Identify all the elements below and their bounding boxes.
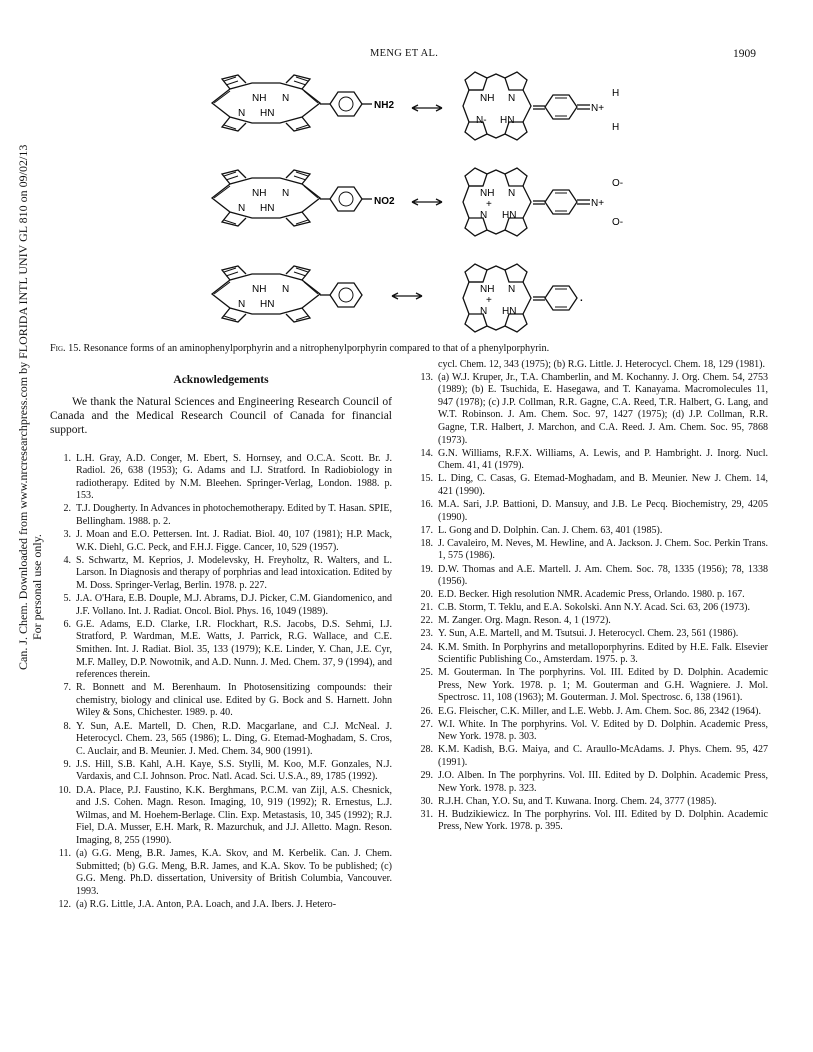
row3-n-bottom-label: N xyxy=(238,299,246,310)
row2-resonance-arrow xyxy=(412,199,442,205)
reference-text: E.G. Fleischer, C.K. Miller, and L.E. Webb. J. Am. Chem. Soc. 86, 2342 (1964). xyxy=(438,705,762,717)
reference-item xyxy=(50,721,392,759)
right-column xyxy=(412,359,768,834)
reference-12-continuation: cycl. Chem. 12, 343 (1975); (b) R.G. Little. J. Heterocycl. Chem. 18, 129 (1981). xyxy=(438,359,766,370)
reference-number: 18. xyxy=(420,537,433,549)
reference-item xyxy=(50,619,392,682)
reference-number: 6. xyxy=(63,618,71,630)
row2-substituent: NO2 xyxy=(374,196,395,207)
reference-text: D.W. Thomas and A.E. Martell. J. Am. Chem. Soc. 78, 1335 (1956); 78, 1338 (1956). xyxy=(438,563,768,588)
resonance-diagram xyxy=(180,68,740,353)
reference-text: J.O. Alben. In The porphyrins. Vol. III. Edited by D. Dolphin. Academic Press, New York. 1978. p. 323. xyxy=(438,770,768,794)
reference-text: K.M. Smith. In Porphyrins and metalloporphyrins. Edited by H.E. Falk. Elsevier Scientific Publishing Co., Amsterdam. 1975. p. 3. xyxy=(438,641,768,666)
reference-number: 25. xyxy=(420,667,433,679)
row1-n-bottom-label: N xyxy=(238,108,246,119)
row2-res-n: N xyxy=(508,188,516,199)
reference-number: 17. xyxy=(420,524,433,536)
reference-text: S. Schwartz, M. Keprios, J. Modelevsky, H. Freyholtz, R. Walters, and L. Larson. In Diagnosis and therapy of porphrias and lead intoxication. Edited by M. Doss. Springer-Verlag, Berlin. 1978. p. 227. xyxy=(76,554,392,592)
reference-item xyxy=(412,564,768,589)
reference-number: 2. xyxy=(63,503,71,515)
row2-res-nh: NH xyxy=(480,188,495,199)
reference-text: (a) G.G. Meng, B.R. James, K.A. Skov, and M. Kerbelik. Can. J. Chem. Submitted; (b) G.G. Meng, B.R. James, and K.A. Skov. To be published; (c) G.G. Meng. Ph.D. dissertation, University of British Columbia, Vancouver. 1993. xyxy=(76,848,392,897)
reference-number: 29. xyxy=(420,770,433,781)
reference-item xyxy=(412,602,768,615)
reference-item xyxy=(412,770,768,795)
row2-res-n2: N xyxy=(480,210,488,221)
row-phenylporphyrin xyxy=(212,264,583,332)
reference-text: J.S. Hill, S.B. Kahl, A.H. Kaye, S.S. Stylli, M. Koo, M.F. Gonzales, N.J. Vardaxis, and C.I. Johnson. Proc. Natl. Acad. Sci. U.S.A., 89, 1785 (1992). xyxy=(76,758,392,783)
reference-text: G.E. Adams, E.D. Clarke, I.R. Flockhart, R.S. Jacobs, D.S. Sehmi, I.J. Stratford, P. Wardman, M.E. Watts, J. Parrick, R.G. Wallace, and C.E. Smithen. Int. J. Radiat. Biol. 35, 133 (1979); K.E. Linder, Y. Chan, J.E. Cyr, M.F. Malley, D.P. Nowotnik, and A.D. Nunn. J. Med. Chem. 37, 9 (1994), and references therein. xyxy=(76,618,392,681)
reference-text: G.N. Williams, R.F.X. Williams, A. Lewis, and P. Hambright. J. Inorg. Nucl. Chem. 41, 41 (1979). xyxy=(438,447,768,472)
reference-item xyxy=(50,682,392,720)
reference-number: 9. xyxy=(63,758,71,770)
reference-number: 14. xyxy=(420,447,433,459)
reference-number: 20. xyxy=(420,589,433,601)
reference-number: 4. xyxy=(63,554,71,566)
reference-text: M.A. Sari, J.P. Battioni, D. Mansuy, and J.B. Le Pecq. Biochemistry, 29, 4205 (1990). xyxy=(438,499,768,523)
row3-resonance-arrow xyxy=(392,293,422,299)
reference-text: D.A. Place, P.J. Faustino, K.K. Berghmans, P.C.M. van Zijl, A.S. Chesnick, and J.S. Cohen. Magn. Reson. Imaging, 10, 919 (1992); R. Ernestus, L.J. Wilmas, and M. Hoehem-Berlage. Clin. Exp. Metastasis, 10, 345 (1992); R.J. Fiel, D.A. Musser, E.H. Mark, R. Mazurchuk, and J.J. Alletto. Magn. Reson. Imaging, 8, 255 (1990). xyxy=(76,784,392,846)
page-number: 1909 xyxy=(733,48,756,60)
reference-number: 10. xyxy=(58,784,71,796)
reference-text: C.B. Storm, T. Teklu, and E.A. Sokolski. Ann N.Y. Acad. Sci. 63, 206 (1973). xyxy=(438,602,750,614)
reference-list-right xyxy=(412,372,768,834)
row3-res-plus: + xyxy=(486,295,492,306)
row1-hn-label: HN xyxy=(260,108,275,119)
row2-n-bottom-label: N xyxy=(238,203,246,214)
reference-text: R.J.H. Chan, Y.O. Su, and T. Kuwana. Inorg. Chem. 24, 3777 (1985). xyxy=(438,795,717,807)
reference-number: 23. xyxy=(420,628,433,640)
reference-item xyxy=(412,796,768,809)
reference-text: M. Zanger. Org. Magn. Reson. 4, 1 (1972). xyxy=(438,615,611,627)
reference-text: M. Gouterman. In The porphyrins. Vol. III. Edited by D. Dolphin. Academic Press, New York. 1978. p. 1; M. Gouterman and G.H. Wagniere. J. Mol. Spectrosc. 11, 108 (1963); M. Gouterman. J. Mol. Spectrosc. 6, 138 (1961). xyxy=(438,667,768,704)
reference-text: L. Gong and D. Dolphin. Can. J. Chem. 63, 401 (1985). xyxy=(438,524,663,536)
reference-text: (a) R.G. Little, J.A. Anton, P.A. Loach, and J.A. Ibers. J. Hetero- xyxy=(76,898,337,910)
row1-nh-label: NH xyxy=(252,93,267,104)
reference-item xyxy=(412,448,768,473)
reference-number: 13. xyxy=(420,371,433,383)
reference-item xyxy=(50,593,392,618)
reference-number: 11. xyxy=(58,848,71,859)
reference-number: 26. xyxy=(420,705,433,717)
reference-text: J. Moan and E.O. Pettersen. Int. J. Radiat. Biol. 40, 107 (1981); H.P. Mack, W.K. Diehl, G.C. Peck, and F.H.J. Figge. Cancer, 10, 529 (1957). xyxy=(76,529,392,553)
row3-nh-label: NH xyxy=(252,284,267,295)
reference-text: (a) W.J. Kruper, Jr., T.A. Chamberlin, and M. Kochanny. J. Org. Chem. 54, 2753 (1989); (b) E. Tsuchida, E. Hasegawa, and T. Kanayama. Macromolecules 11, 947 (1978); (c) J.P. Collman, R.R. Gagne, C.A. Reed, T.R. Halbert, G. Lang, and W.T. Robinson. J. Am. Chem. Soc. 97, 1427 (1975); (d) J.P. Collman, R.R. Gagne, T.R. Halbert, J. Marchon, and C.A. Reed. J. Am. Chem. Soc. 95, 7868 (1973). xyxy=(438,371,768,446)
reference-number: 30. xyxy=(420,795,433,807)
row3-res-radical-dot: . xyxy=(580,293,583,304)
download-watermark xyxy=(0,144,44,670)
row2-res-o1: O- xyxy=(612,178,624,189)
reference-text: L.H. Gray, A.D. Conger, M. Ebert, S. Hornsey, and O.C.A. Scott. Br. J. Radiol. 26, 638 (1953); G. Adams and I.J. Stratford. In Radiobiology in radiotherapy. Edited by N.M. Bleehen. Springer-Verlag, London. 1988. p. 153. xyxy=(76,452,392,502)
reference-item xyxy=(50,529,392,554)
reference-text: E.D. Becker. High resolution NMR. Academic Press, Orlando. 1980. p. 167. xyxy=(438,589,745,601)
reference-number: 8. xyxy=(63,720,71,732)
row2-res-o2: O- xyxy=(612,217,624,228)
row1-substituent: NH2 xyxy=(374,100,395,111)
row1-res-nh: NH xyxy=(480,93,495,104)
reference-number: 27. xyxy=(420,718,433,730)
reference-item xyxy=(412,372,768,448)
reference-item xyxy=(412,473,768,498)
reference-item xyxy=(50,555,392,593)
figure-label: Fig. 15. xyxy=(50,343,81,354)
reference-item xyxy=(50,759,392,784)
reference-item xyxy=(412,809,768,834)
acknowledgements-heading: Acknowledgements xyxy=(173,374,269,386)
reference-number: 7. xyxy=(63,682,71,694)
reference-item xyxy=(412,706,768,719)
reference-item xyxy=(50,848,392,898)
reference-text: J. Cavaleiro, M. Neves, M. Hewline, and A. Jackson. J. Chem. Soc. Perkin Trans. 1, 575 (1986). xyxy=(438,537,768,562)
reference-text: L. Ding, C. Casas, G. Etemad-Moghadam, and B. Meunier. New J. Chem. 14, 421 (1990). xyxy=(438,473,768,497)
reference-item xyxy=(412,667,768,705)
reference-text: Y. Sun, A.E. Martell, and M. Tsutsui. J. Heterocycl. Chem. 23, 561 (1986). xyxy=(438,628,739,640)
reference-number: 24. xyxy=(420,641,433,653)
row2-res-n-plus: N+ xyxy=(591,198,605,209)
row3-res-hn: HN xyxy=(502,306,517,317)
reference-text: J.A. O'Hara, E.B. Douple, M.J. Abrams, D.J. Picker, C.M. Giandomenico, and J.F. Vollano. Int. J. Radiat. Oncol. Biol. Phys. 16, 1049 (1989). xyxy=(76,593,392,617)
reference-item xyxy=(50,503,392,528)
reference-item xyxy=(412,744,768,769)
row1-res-n-minus: N- xyxy=(476,115,487,126)
reference-number: 22. xyxy=(420,615,433,627)
figure-caption-text: Resonance forms of an aminophenylporphyrin and a nitrophenylporphyrin compared to that of a phenylporphyrin. xyxy=(83,343,550,354)
row1-res-n-plus: N+ xyxy=(591,103,605,114)
reference-number: 31. xyxy=(420,808,433,820)
reference-number: 1. xyxy=(63,452,71,464)
reference-item xyxy=(412,628,768,641)
acknowledgements-body: We thank the Natural Sciences and Engineering Research Council of Canada and the Medical Research Council of Canada for financial support. xyxy=(50,395,392,436)
row1-res-h2: H xyxy=(612,122,620,133)
row2-nh-label: NH xyxy=(252,188,267,199)
reference-text: W.I. White. In The porphyrins. Vol. V. Edited by D. Dolphin. Academic Press, New York. 1978. p. 303. xyxy=(438,718,768,743)
reference-item xyxy=(412,719,768,744)
row3-hn-label: HN xyxy=(260,299,275,310)
reference-number: 3. xyxy=(63,529,71,541)
reference-text: H. Budzikiewicz. In The porphyrins. Vol. III. Edited by D. Dolphin. Academic Press, New York. 1978. p. 395. xyxy=(438,808,768,833)
figure-caption xyxy=(50,343,790,354)
reference-item xyxy=(412,525,768,538)
reference-item xyxy=(412,589,768,602)
row-aminophenylporphyrin xyxy=(212,72,619,140)
reference-item xyxy=(50,785,392,848)
row2-res-plus: + xyxy=(486,199,492,210)
reference-number: 21. xyxy=(420,602,433,614)
reference-number: 12. xyxy=(58,898,71,910)
reference-list-left xyxy=(50,453,392,912)
row-nitrophenylporphyrin xyxy=(212,168,623,236)
reference-text: R. Bonnett and M. Berenhaum. In Photosensitizing compounds: their chemistry, biology and clinical use. Edited by G. Bock and S. Harnett. John Wiley & Sons, Chichester. 1989. p. 40. xyxy=(76,682,392,719)
reference-item xyxy=(412,538,768,563)
left-column xyxy=(50,374,392,912)
row2-res-hn: HN xyxy=(502,210,517,221)
row3-res-nh: NH xyxy=(480,284,495,295)
row3-n-top-label: N xyxy=(282,284,290,295)
reference-number: 5. xyxy=(63,593,71,605)
reference-number: 16. xyxy=(420,499,433,511)
row3-res-n2: N xyxy=(480,306,488,317)
row1-resonance-arrow xyxy=(412,105,442,111)
reference-number: 15. xyxy=(420,473,433,485)
running-head: MENG ET AL. xyxy=(370,48,439,59)
watermark-line-personal-use: For personal use only. xyxy=(30,534,44,640)
reference-number: 19. xyxy=(420,563,433,575)
watermark-line-download: Can. J. Chem. Downloaded from www.nrcresearchpress.com by FLORIDA INTL UNIV GL 810 on 09/02/13 xyxy=(16,144,30,670)
row3-res-n: N xyxy=(508,284,516,295)
reference-item xyxy=(50,899,392,912)
reference-number: 28. xyxy=(420,744,433,756)
row2-hn-label: HN xyxy=(260,203,275,214)
figure-resonance-structures xyxy=(180,68,740,353)
reference-item xyxy=(412,615,768,628)
reference-text: Y. Sun, A.E. Martell, D. Chen, R.D. Macgarlane, and C.J. McNeal. J. Heterocycl. Chem. 23, 565 (1986); L. Ding, G. Etemad-Moghadam, S. Cros, C. Auclair, and B. Meunier. J. Med. Chem. 34, 900 (1991). xyxy=(76,720,392,757)
row1-n-top-label: N xyxy=(282,93,290,104)
reference-item xyxy=(50,453,392,503)
row1-res-h1: H xyxy=(612,88,620,99)
reference-item xyxy=(412,642,768,667)
reference-text: T.J. Dougherty. In Advances in photochemotherapy. Edited by T. Hasan. SPIE, Bellingham. 1988. p. 2. xyxy=(76,503,392,528)
reference-item xyxy=(412,499,768,524)
page-header xyxy=(0,48,813,64)
row2-n-top-label: N xyxy=(282,188,290,199)
reference-text: K.M. Kadish, B.G. Maiya, and C. Araullo-McAdams. J. Phys. Chem. 95, 427 (1991). xyxy=(438,744,768,768)
row1-res-n: N xyxy=(508,93,516,104)
row1-res-hn: HN xyxy=(500,115,515,126)
